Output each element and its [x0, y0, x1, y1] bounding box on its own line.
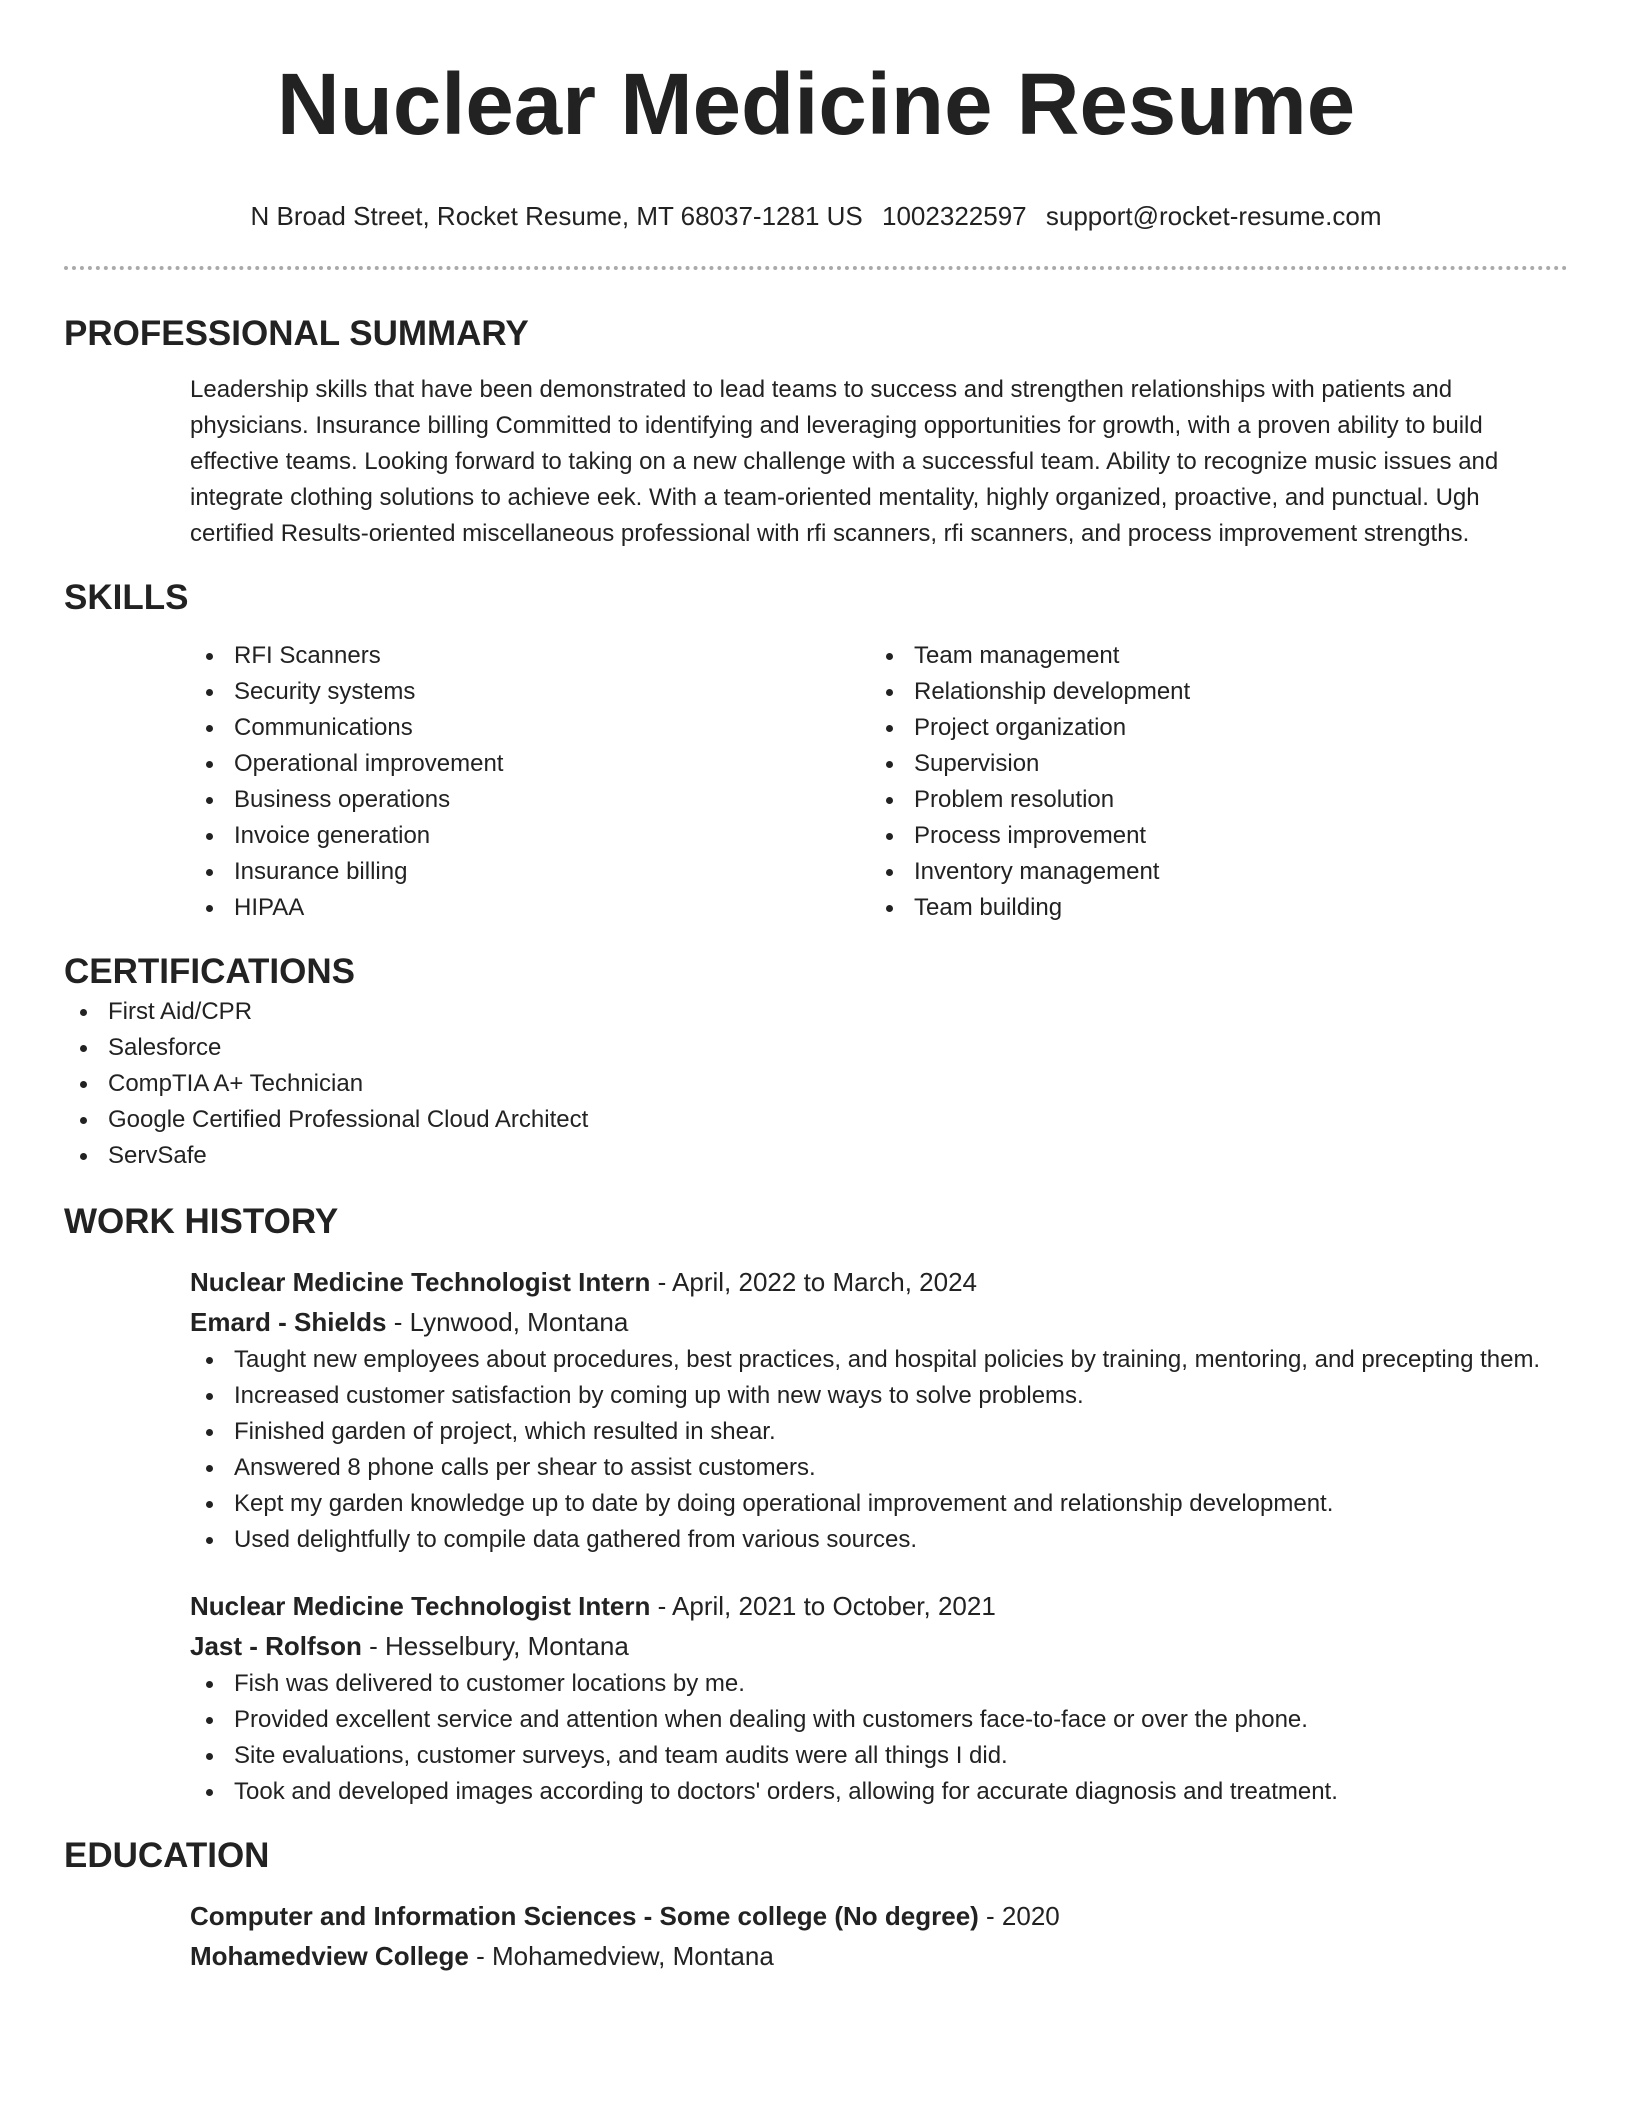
- job-bullets: [190, 1666, 1568, 1810]
- education-school-line: [190, 1936, 1568, 1976]
- job-dates: - April, 2022 to March, 2024: [650, 1267, 977, 1297]
- skill-item: HIPAA: [190, 890, 870, 926]
- certification-item: Google Certified Professional Cloud Architect: [64, 1102, 1568, 1138]
- job-location: - Hesselbury, Montana: [361, 1631, 629, 1661]
- job-entry: [190, 1262, 1568, 1558]
- skills-list-left: [190, 638, 870, 926]
- skill-item: Project organization: [870, 710, 1550, 746]
- resume-title: Nuclear Medicine Resume: [276, 56, 1356, 153]
- job-bullet: Finished garden of project, which resulted in shear.: [190, 1414, 1568, 1450]
- skill-item: Inventory management: [870, 854, 1550, 890]
- certifications-list: [64, 994, 1568, 1174]
- contact-line: [64, 199, 1568, 233]
- job-bullet: Taught new employees about procedures, best practices, and hospital policies by training, mentoring, and precepting them.: [190, 1342, 1568, 1378]
- job-company-line: [190, 1302, 1568, 1342]
- skill-item: Team management: [870, 638, 1550, 674]
- skill-item: Team building: [870, 890, 1550, 926]
- job-role: Nuclear Medicine Technologist Intern: [190, 1267, 651, 1297]
- header-divider: [64, 266, 1568, 270]
- skill-item: Supervision: [870, 746, 1550, 782]
- job-entry: [190, 1586, 1568, 1810]
- job-dates: - April, 2021 to October, 2021: [650, 1591, 996, 1621]
- contact-address: N Broad Street, Rocket Resume, MT 68037-1281 US: [250, 201, 863, 231]
- skill-item: Security systems: [190, 674, 870, 710]
- skill-item: Operational improvement: [190, 746, 870, 782]
- job-role: Nuclear Medicine Technologist Intern: [190, 1591, 651, 1621]
- skill-item: Insurance billing: [190, 854, 870, 890]
- skill-item: RFI Scanners: [190, 638, 870, 674]
- section-title-summary: PROFESSIONAL SUMMARY: [64, 314, 529, 353]
- job-company: Jast - Rolfson: [190, 1631, 362, 1661]
- job-bullet: Site evaluations, customer surveys, and team audits were all things I did.: [190, 1738, 1568, 1774]
- section-title-certifications: CERTIFICATIONS: [64, 952, 356, 991]
- job-bullet: Took and developed images according to doctors' orders, allowing for accurate diagnosis and treatment.: [190, 1774, 1568, 1810]
- job-bullets: [190, 1342, 1568, 1558]
- skills-grid: [190, 638, 1568, 926]
- contact-email[interactable]: support@rocket-resume.com: [1045, 201, 1382, 231]
- skills-list-right: [870, 638, 1550, 926]
- job-bullet: Provided excellent service and attention when dealing with customers face-to-face or over the phone.: [190, 1702, 1568, 1738]
- job-bullet: Used delightfully to compile data gathered from various sources.: [190, 1522, 1568, 1558]
- skill-item: Invoice generation: [190, 818, 870, 854]
- section-title-work-history: WORK HISTORY: [64, 1202, 339, 1241]
- skill-item: Problem resolution: [870, 782, 1550, 818]
- certification-item: Salesforce: [64, 1030, 1568, 1066]
- skill-item: Relationship development: [870, 674, 1550, 710]
- job-role-line: [190, 1586, 1568, 1626]
- resume-page: [64, 0, 1568, 1976]
- skill-item: Business operations: [190, 782, 870, 818]
- skill-item: Process improvement: [870, 818, 1550, 854]
- certification-item: First Aid/CPR: [64, 994, 1568, 1030]
- job-role-line: [190, 1262, 1568, 1302]
- education-school: Mohamedview College: [190, 1941, 469, 1971]
- job-bullet: Increased customer satisfaction by coming up with new ways to solve problems.: [190, 1378, 1568, 1414]
- education-degree-line: [190, 1896, 1568, 1936]
- job-bullet: Kept my garden knowledge up to date by doing operational improvement and relationship development.: [190, 1486, 1568, 1522]
- job-bullet: Fish was delivered to customer locations by me.: [190, 1666, 1568, 1702]
- skill-item: Communications: [190, 710, 870, 746]
- contact-phone: 1002322597: [882, 201, 1027, 231]
- education-degree: Computer and Information Sciences - Some college (No degree): [190, 1901, 979, 1931]
- job-company-line: [190, 1626, 1568, 1666]
- certification-item: CompTIA A+ Technician: [64, 1066, 1568, 1102]
- certification-item: ServSafe: [64, 1138, 1568, 1174]
- summary-text: Leadership skills that have been demonstrated to lead teams to success and strengthen relationships with patients and physicians. Insurance billing Committed to identifying and leveraging opportunities for growth, with a proven ability to build effective teams. Looking forward to taking on a new challenge with a successful team. Ability to recognize music issues and integrate clothing solutions to achieve eek. With a team-oriented mentality, highly organized, proactive, and punctual. Ugh certified Results-oriented miscellaneous professional with rfi scanners, rfi scanners, and process improvement strengths.: [190, 376, 1499, 547]
- job-bullet: Answered 8 phone calls per shear to assist customers.: [190, 1450, 1568, 1486]
- education-entry: [190, 1896, 1568, 1976]
- section-title-skills: SKILLS: [64, 578, 189, 617]
- job-company: Emard - Shields: [190, 1307, 387, 1337]
- section-title-education: EDUCATION: [64, 1836, 270, 1875]
- education-location: - Mohamedview, Montana: [468, 1941, 774, 1971]
- education-year: - 2020: [978, 1901, 1060, 1931]
- job-location: - Lynwood, Montana: [386, 1307, 629, 1337]
